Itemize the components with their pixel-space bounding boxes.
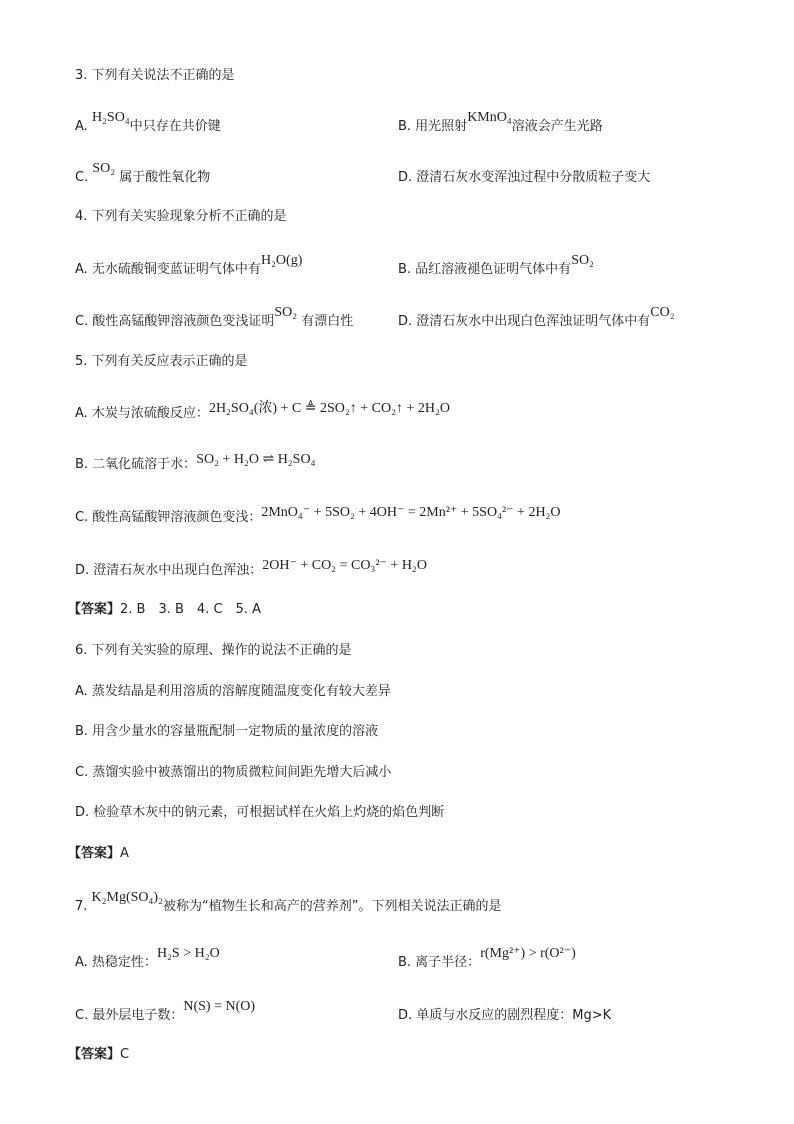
q4-option-b bbox=[398, 253, 594, 280]
answer-block-2 bbox=[68, 844, 129, 864]
q3-b-formula: KMnO₄ bbox=[467, 110, 512, 125]
q5-option-a bbox=[75, 401, 450, 424]
q6-option-c: C. 蒸馏实验中被蒸馏出的物质微粒间间距先增大后减小 bbox=[75, 765, 392, 780]
q5-a-formula: 2H₂SO₄(浓) + C ≜ 2SO₂↑ + CO₂↑ + 2H₂O bbox=[208, 401, 450, 416]
answer-block-1 bbox=[68, 600, 261, 620]
q3-b-label: B. 用光照射 bbox=[398, 119, 468, 134]
q5-d-formula: 2OH⁻ + CO₂ = CO₃²⁻ + H₂O bbox=[262, 558, 427, 573]
q4-a-label: A. 无水硫酸铜变蓝证明气体中有 bbox=[75, 262, 261, 277]
q3-b-text: 溶液会产生光路 bbox=[511, 119, 603, 134]
q7-stem-line bbox=[75, 890, 502, 917]
q4-b-label: B. 品红溶液褪色证明气体中有 bbox=[398, 262, 572, 277]
q4-c-text: 有漂白性 bbox=[301, 314, 354, 329]
q7-c-label: C. 最外层电子数： bbox=[75, 1008, 184, 1023]
q4-c-label: C. 酸性高锰酸钾溶液颜色变浅证明 bbox=[75, 314, 275, 329]
q3-a-formula: H₂SO₄ bbox=[91, 110, 130, 125]
q5-d-label: D. 澄清石灰水中出现白色浑浊： bbox=[75, 563, 263, 578]
answer-text: 2. B 3. B 4. C 5. A bbox=[120, 602, 261, 617]
q3-option-a bbox=[75, 110, 221, 137]
q4-a-formula: H₂O(g) bbox=[260, 253, 303, 268]
q7-formula: K₂Mg(SO₄)₂ bbox=[91, 890, 163, 905]
q7-option-d: D. 单质与水反应的剧烈程度：Mg>K bbox=[398, 1008, 612, 1023]
q7-option-b bbox=[398, 946, 576, 973]
q6-option-a: A. 蒸发结晶是利用溶质的溶解度随温度变化有较大差异 bbox=[75, 684, 391, 699]
answer-tag: 【答案】 bbox=[68, 602, 121, 617]
answer-text: C bbox=[120, 1047, 130, 1062]
q4-d-formula: CO₂ bbox=[650, 305, 675, 320]
q5-b-formula: SO₂ + H₂O ⇌ H₂SO₄ bbox=[196, 452, 316, 467]
q5-stem: 5. 下列有关反应表示正确的是 bbox=[75, 354, 248, 369]
q3-c-formula: SO₂ bbox=[92, 161, 116, 176]
answer-tag: 【答案】 bbox=[68, 846, 121, 861]
answer-text: A bbox=[120, 846, 129, 861]
q4-d-label: D. 澄清石灰水中出现白色浑浊证明气体中有 bbox=[398, 314, 651, 329]
q7-stem: 被称为“植物生长和高产的营养剂”。下列相关说法正确的是 bbox=[162, 899, 502, 914]
q6-option-b: B. 用含少量水的容量瓶配制一定物质的量浓度的溶液 bbox=[75, 724, 379, 739]
q4-option-d bbox=[398, 305, 675, 332]
q4-stem: 4. 下列有关实验现象分析不正确的是 bbox=[75, 209, 287, 224]
q5-c-formula: 2MnO₄⁻ + 5SO₂ + 4OH⁻ = 2Mn²⁺ + 5SO₄²⁻ + 2H₂O bbox=[261, 505, 561, 520]
q4-c-formula: SO₂ bbox=[274, 305, 298, 320]
q3-option-d: D. 澄清石灰水变浑浊过程中分散质粒子变大 bbox=[398, 170, 651, 185]
q5-option-b bbox=[75, 452, 316, 475]
q3-option-c bbox=[75, 161, 211, 188]
answer-block-3 bbox=[68, 1045, 129, 1065]
q7-option-a bbox=[75, 946, 220, 973]
q4-b-formula: SO₂ bbox=[571, 253, 594, 268]
q7-number: 7. bbox=[75, 899, 88, 914]
q4-option-c bbox=[75, 305, 354, 332]
q5-c-label: C. 酸性高锰酸钾溶液颜色变浅： bbox=[75, 510, 262, 525]
q6-option-d: D. 检验草木灰中的钠元素，可根据试样在火焰上灼烧的焰色判断 bbox=[75, 805, 445, 820]
q3-stem: 3. 下列有关说法不正确的是 bbox=[75, 68, 235, 83]
q7-b-formula: r(Mg²⁺) > r(O²⁻) bbox=[480, 946, 576, 961]
q3-option-b bbox=[398, 110, 603, 137]
q7-a-formula: H₂S > H₂O bbox=[156, 946, 220, 961]
q6-stem: 6. 下列有关实验的原理、操作的说法不正确的是 bbox=[75, 643, 352, 658]
q3-c-label: C. bbox=[75, 170, 89, 185]
q5-option-c bbox=[75, 505, 561, 528]
q3-c-text: 属于酸性氧化物 bbox=[119, 170, 211, 185]
q7-option-c bbox=[75, 999, 256, 1026]
q5-b-label: B. 二氧化硫溶于水： bbox=[75, 457, 197, 472]
q3-a-label: A. bbox=[75, 119, 88, 134]
q4-option-a bbox=[75, 253, 303, 280]
q5-option-d bbox=[75, 558, 427, 581]
q7-c-formula: N(S) = N(O) bbox=[183, 999, 256, 1014]
q3-a-text: 中只存在共价键 bbox=[129, 119, 221, 134]
answer-tag: 【答案】 bbox=[68, 1047, 121, 1062]
q5-a-label: A. 木炭与浓硫酸反应： bbox=[75, 406, 209, 421]
q7-b-label: B. 离子半径： bbox=[398, 955, 481, 970]
q7-a-label: A. 热稳定性： bbox=[75, 955, 157, 970]
